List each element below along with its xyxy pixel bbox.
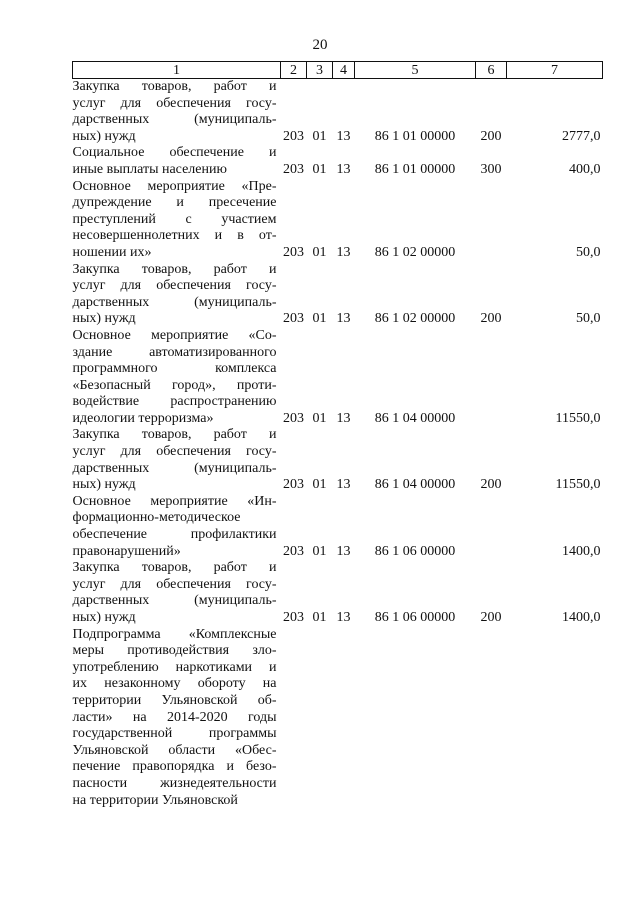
col-header: 5 [355,62,476,79]
section-code: 01 [312,543,327,559]
amount: 400,0 [569,161,601,177]
row-name [73,427,281,493]
row-name-line: их незаконному обороту на [72,676,277,692]
table-row [73,560,603,626]
table-row [73,79,603,146]
row-name [73,494,281,560]
row-name-line: услуг для обеспечения госу- [72,444,277,460]
target-article-code: 86 1 02 00000 [374,311,456,327]
amount: 11550,0 [555,410,601,426]
row-name-line: услуг для обеспечения госу- [72,278,277,294]
row-name-line: водействие распространению [72,394,277,410]
row-name-line: ласти» на 2014-2020 годы [72,709,277,725]
row-name-line: Социальное обеспечение и [72,145,277,161]
row-name-line: Закупка товаров, работ и [72,560,277,576]
table-row [73,145,603,178]
table-row [73,179,603,262]
table-row [73,328,603,428]
row-name-line: печение правопорядка и безо- [72,759,277,775]
expense-type-code [476,494,507,560]
row-name-line: несовершеннолетних и в от- [72,228,277,244]
table-row [73,427,603,493]
row-name-line: иные выплаты населению [72,161,227,177]
row-name [73,560,281,626]
row-name-line: дарственных (муниципаль- [72,593,277,609]
subsection-code: 13 [336,128,351,144]
row-name [73,627,281,810]
expense-type-code: 200 [480,128,502,144]
row-name-line: Подпрограмма «Комплексные [72,626,277,642]
section-code [307,627,333,810]
row-name [73,145,281,178]
expense-type-code: 300 [480,161,502,177]
grbs-code: 203 [283,610,304,625]
target-article-code: 86 1 04 00000 [374,410,456,426]
grbs-code: 203 [283,244,304,260]
col-header: 6 [476,62,507,79]
amount: 50,0 [576,244,601,260]
section-code: 01 [312,128,327,144]
col-header: 1 [73,62,281,79]
row-name-line: ных) нужд [72,610,136,625]
subsection-code: 13 [336,161,351,177]
col-header: 3 [307,62,333,79]
row-name-line: Закупка товаров, работ и [72,79,277,94]
col-header: 4 [333,62,355,79]
row-name-line: ношении их» [72,244,152,260]
grbs-code: 203 [283,410,304,426]
header-row [73,62,603,79]
col-header: 7 [507,62,603,79]
subsection-code [333,627,355,810]
row-name-line: здание автоматизированного [72,344,277,360]
row-name-line: обеспечение профилактики [72,527,277,543]
subsection-code: 13 [336,610,351,625]
amount: 11550,0 [555,477,601,493]
expense-type-code [476,627,507,810]
row-name-line: ных) нужд [72,311,136,327]
expense-type-code: 200 [480,610,502,625]
expense-type-code [476,328,507,428]
row-name-line: дарственных (муниципаль- [72,460,277,476]
table-row [73,262,603,328]
row-name [73,328,281,428]
row-name-line: ных) нужд [72,477,136,493]
subsection-code: 13 [336,244,351,260]
amount: 50,0 [576,311,601,327]
amount: 1400,0 [562,543,601,559]
row-name-line: услуг для обеспечения госу- [72,95,277,111]
subsection-code: 13 [336,311,351,327]
row-name-line: Основное мероприятие «Ин- [72,493,277,509]
row-name-line: преступлений с участием [72,211,277,227]
target-article-code: 86 1 01 00000 [374,161,456,177]
target-article-code: 86 1 04 00000 [374,477,456,493]
row-name-line: дарственных (муниципаль- [72,294,277,310]
page-number: 20 [312,37,328,53]
table-row [73,627,603,810]
row-name-line: на территории Ульяновской [72,792,238,808]
row-name-line: употреблению наркотиками и [72,659,277,675]
target-article-code: 86 1 02 00000 [374,244,456,260]
row-name-line: формационно-методическое [72,510,241,526]
row-name-line: Ульяновской области «Обес- [72,742,277,758]
row-name-line: дупреждение и пресечение [72,195,277,211]
grbs-code: 203 [283,477,304,493]
row-name-line: дарственных (муниципаль- [72,112,277,128]
subsection-code: 13 [336,410,351,426]
section-code: 01 [312,477,327,493]
row-name-line: государственной программы [72,726,277,742]
grbs-code: 203 [283,161,304,177]
grbs-code: 203 [283,128,304,144]
row-name-line: Закупка товаров, работ и [72,427,277,443]
target-article-code: 86 1 01 00000 [374,128,456,144]
section-code: 01 [312,161,327,177]
table-body [73,79,603,810]
subsection-code: 13 [336,477,351,493]
expense-type-code [476,179,507,262]
row-name-line: меры противодействия зло- [72,643,277,659]
expense-type-code: 200 [480,311,502,327]
section-code: 01 [312,610,327,625]
row-name [73,262,281,328]
row-name-line: территории Ульяновской об- [72,692,277,708]
row-name-line: Основное мероприятие «Пре- [72,178,277,194]
row-name [73,179,281,262]
row-name-line: Закупка товаров, работ и [72,261,277,277]
col-header: 2 [281,62,307,79]
section-code: 01 [312,311,327,327]
row-name-line: «Безопасный город», проти- [72,377,277,393]
expense-type-code: 200 [480,477,502,493]
row-name-line: программного комплекса [72,361,277,377]
row-name-line: пасности жизнедеятельности [72,775,277,791]
row-name [73,79,281,146]
amount: 1400,0 [562,610,601,625]
row-name-line: ных) нужд [72,128,136,144]
amount [507,627,603,810]
table-row [73,494,603,560]
target-article-code: 86 1 06 00000 [374,610,456,625]
row-name-line: Основное мероприятие «Со- [72,327,277,343]
amount: 2777,0 [562,128,601,144]
target-article-code: 86 1 06 00000 [374,543,456,559]
budget-table [72,61,603,809]
grbs-code: 203 [283,543,304,559]
row-name-line: идеологии терроризма» [72,410,214,426]
grbs-code: 203 [283,311,304,327]
section-code: 01 [312,410,327,426]
target-article-code [355,627,476,810]
grbs-code [281,627,307,810]
row-name-line: услуг для обеспечения госу- [72,576,277,592]
row-name-line: правонарушений» [72,543,181,559]
section-code: 01 [312,244,327,260]
subsection-code: 13 [336,543,351,559]
